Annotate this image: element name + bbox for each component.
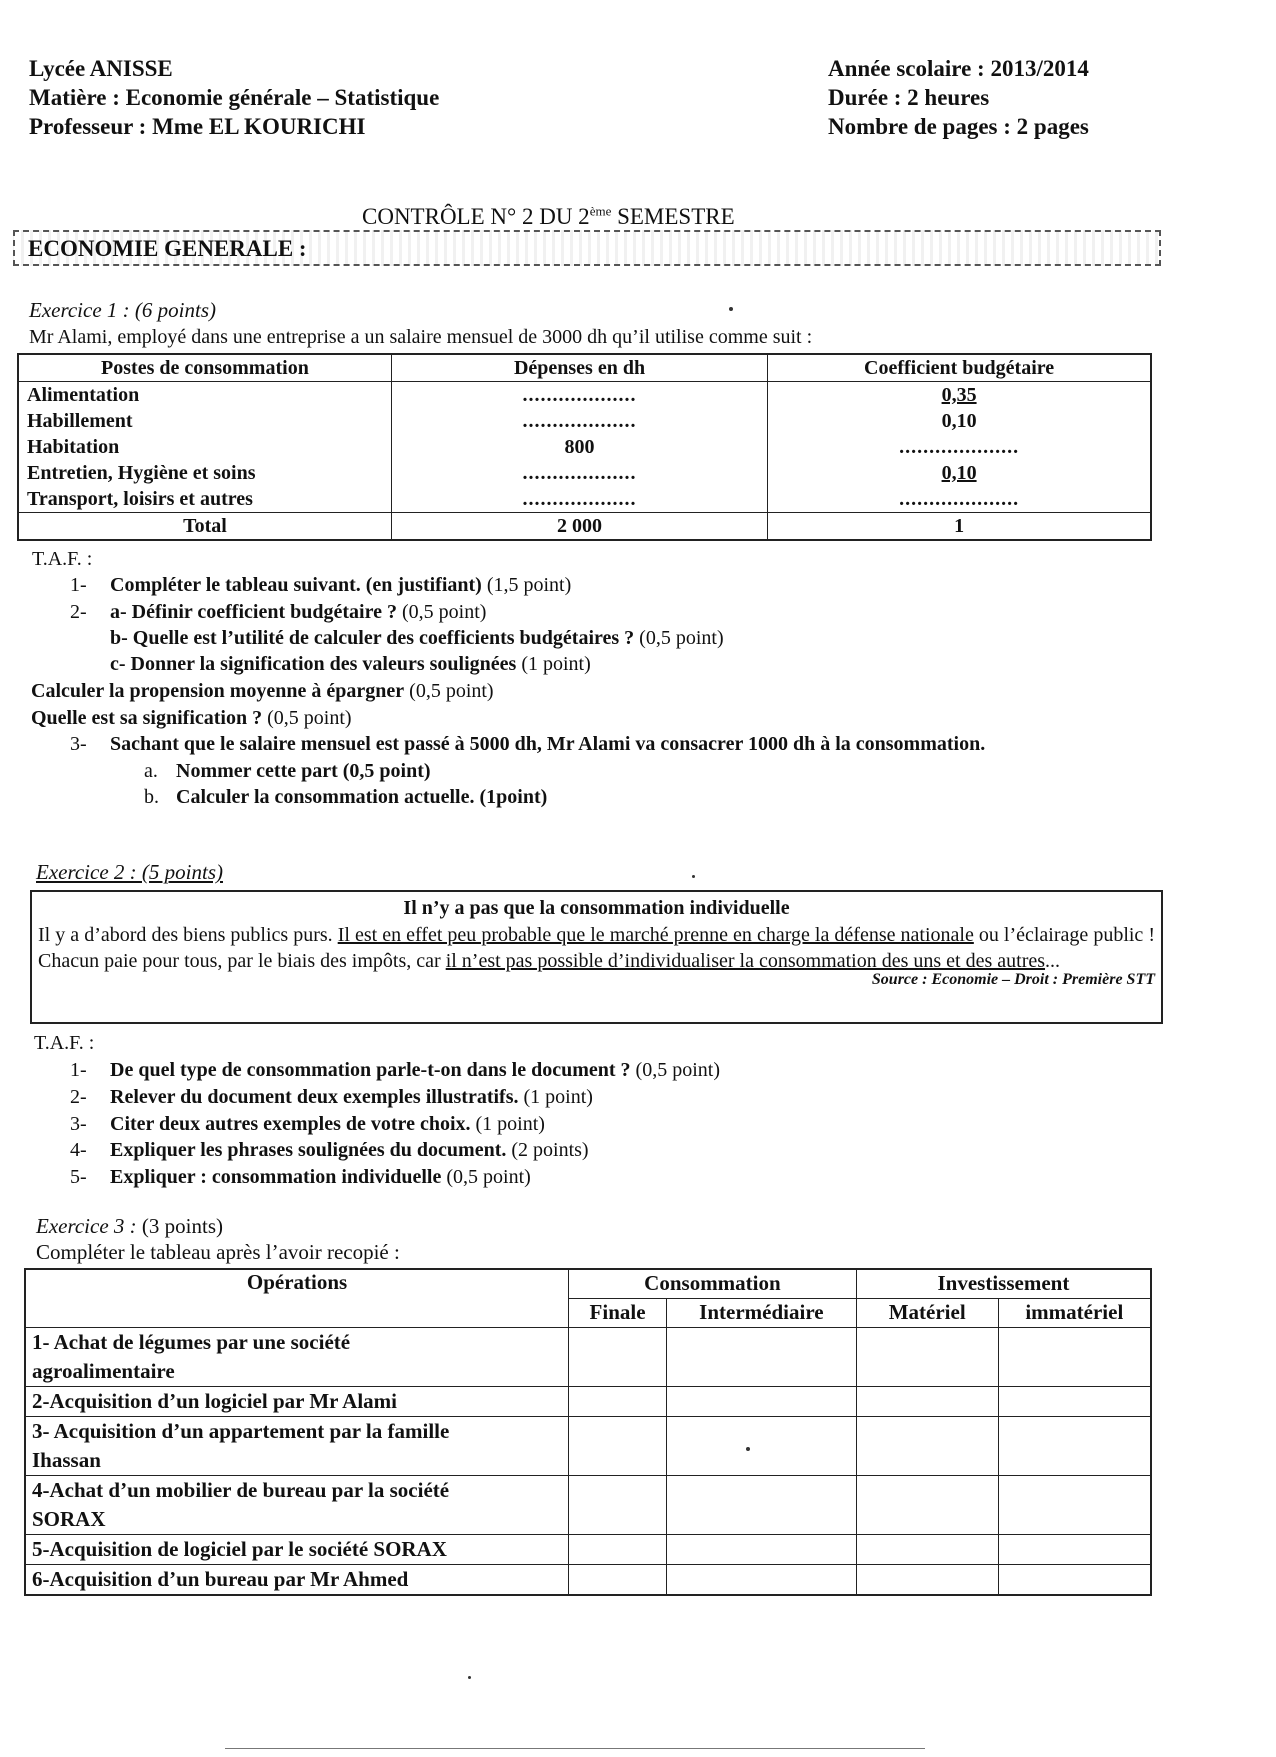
total-coefficient: 1 bbox=[768, 513, 1151, 541]
answer-cell bbox=[569, 1565, 667, 1596]
question-number: 2- bbox=[70, 601, 87, 623]
operations-table bbox=[24, 1268, 1152, 1596]
table-row bbox=[25, 1387, 1151, 1417]
document-text-part: ... bbox=[1045, 950, 1061, 972]
table-row bbox=[25, 1328, 1151, 1387]
answer-cell bbox=[856, 1476, 998, 1535]
scan-dot bbox=[468, 1676, 471, 1679]
answer-cell bbox=[569, 1417, 667, 1476]
operation-label bbox=[25, 1417, 569, 1476]
table-row bbox=[18, 486, 1151, 513]
col-postes: Postes de consommation bbox=[18, 354, 391, 382]
ex2-question-5 bbox=[70, 1165, 531, 1189]
total-depense: 2 000 bbox=[391, 513, 767, 541]
question-points: (0,5 point) bbox=[262, 707, 352, 729]
underlined-value: 0,10 bbox=[941, 462, 977, 484]
question-text: Calculer la propension moyenne à épargner bbox=[31, 680, 405, 702]
ex1-question-3 bbox=[70, 732, 985, 756]
scan-edge-line bbox=[225, 1748, 925, 1749]
row-coefficient bbox=[768, 382, 1151, 409]
row-coefficient bbox=[768, 460, 1151, 486]
col-materiel: Matériel bbox=[856, 1299, 998, 1328]
document-title: Il n’y a pas que la consommation individuelle bbox=[403, 897, 790, 919]
answer-cell bbox=[569, 1387, 667, 1417]
operation-line: 5-Acquisition de logiciel par le société SORAX bbox=[32, 1537, 447, 1561]
total-row bbox=[18, 513, 1151, 541]
scan-dot bbox=[692, 875, 695, 878]
question-number: 3- bbox=[70, 1113, 87, 1135]
table-row bbox=[25, 1565, 1151, 1596]
answer-cell bbox=[569, 1535, 667, 1565]
question-number: b. bbox=[144, 786, 159, 808]
answer-cell bbox=[666, 1535, 856, 1565]
exercise-1-intro: Mr Alami, employé dans une entreprise a un salaire mensuel de 3000 dh qu’il utilise comme suit : bbox=[29, 326, 813, 348]
subject-line: Matière : Economie générale – Statistique bbox=[29, 85, 440, 110]
ex1-question-2d bbox=[31, 679, 494, 703]
exercise-3-points: (3 points) bbox=[136, 1214, 223, 1238]
question-text: a- Définir coefficient budgétaire ? bbox=[110, 601, 397, 623]
question-text: Expliquer : consommation individuelle bbox=[110, 1166, 442, 1188]
question-text: De quel type de consommation parle-t-on dans le document ? bbox=[110, 1059, 631, 1081]
row-coefficient: 0,10 bbox=[768, 408, 1151, 434]
row-label: Habitation bbox=[18, 434, 391, 460]
question-points: (0,5 point) bbox=[404, 680, 494, 702]
underlined-value: 0,35 bbox=[941, 384, 977, 406]
operation-label bbox=[25, 1328, 569, 1387]
underlined-sentence: il n’est pas possible d’individualiser la consommation des uns et des autres bbox=[445, 950, 1046, 972]
answer-cell bbox=[569, 1476, 667, 1535]
question-text: Expliquer les phrases soulignées du document. bbox=[110, 1139, 507, 1161]
exam-title-sup: ème bbox=[589, 203, 612, 219]
question-text: c- Donner la signification des valeurs soulignées bbox=[110, 653, 517, 675]
operations-header-row-1 bbox=[25, 1269, 1151, 1299]
table-row bbox=[18, 408, 1151, 434]
ex2-question-4 bbox=[70, 1138, 589, 1162]
row-depense: ................... bbox=[391, 460, 767, 486]
exercise-1-title-text: Exercice 1 : (6 points) bbox=[29, 298, 216, 322]
exam-title bbox=[362, 203, 735, 231]
col-investissement: Investissement bbox=[856, 1269, 1151, 1299]
scan-dot bbox=[746, 1447, 750, 1451]
answer-cell bbox=[998, 1417, 1151, 1476]
ex1-question-3b bbox=[144, 785, 547, 809]
row-label: Entretien, Hygiène et soins bbox=[18, 460, 391, 486]
row-depense: ................... bbox=[391, 486, 767, 513]
operation-line: 4-Achat d’un mobilier de bureau par la société bbox=[32, 1478, 450, 1502]
teacher-line: Professeur : Mme EL KOURICHI bbox=[29, 114, 366, 139]
operation-label bbox=[25, 1565, 569, 1596]
exercise-2-title bbox=[36, 860, 223, 885]
row-label: Transport, loisirs et autres bbox=[18, 486, 391, 513]
operation-line: 2-Acquisition d’un logiciel par Mr Alami bbox=[32, 1389, 397, 1413]
answer-cell bbox=[998, 1387, 1151, 1417]
row-coefficient: .................... bbox=[768, 486, 1151, 513]
operation-line: 1- Achat de légumes par une société bbox=[32, 1330, 351, 1354]
question-text: Sachant que le salaire mensuel est passé à 5000 dh, Mr Alami va consacrer 1000 dh à la consommation. bbox=[110, 733, 986, 755]
table-row bbox=[25, 1535, 1151, 1565]
answer-cell bbox=[998, 1535, 1151, 1565]
question-number: 1- bbox=[70, 1059, 87, 1081]
header-left bbox=[29, 54, 439, 141]
document-text-part: Il y a d’abord des biens publics purs. bbox=[38, 924, 338, 946]
ex1-question-2a bbox=[70, 600, 486, 624]
answer-cell bbox=[856, 1417, 998, 1476]
answer-cell bbox=[666, 1328, 856, 1387]
document-box bbox=[30, 890, 1163, 1024]
question-number: 3- bbox=[70, 733, 87, 755]
question-text: b- Quelle est l’utilité de calculer des coefficients budgétaires ? bbox=[110, 627, 635, 649]
underlined-sentence: Il est en effet peu probable que le marché prenne en charge la défense nationale bbox=[337, 924, 974, 946]
answer-cell bbox=[666, 1417, 856, 1476]
operation-label bbox=[25, 1476, 569, 1535]
ex2-question-3 bbox=[70, 1112, 545, 1136]
page-count: Nombre de pages : 2 pages bbox=[828, 114, 1089, 139]
question-points: (1 point) bbox=[470, 1113, 545, 1135]
ex2-question-1 bbox=[70, 1058, 720, 1082]
table-row bbox=[18, 382, 1151, 409]
question-number: 5- bbox=[70, 1166, 87, 1188]
col-intermediaire: Intermédiaire bbox=[666, 1299, 856, 1328]
row-label: Alimentation bbox=[18, 382, 391, 409]
col-consommation: Consommation bbox=[569, 1269, 857, 1299]
ex1-question-2e bbox=[31, 706, 352, 730]
exercise-3-title bbox=[36, 1214, 223, 1239]
ex1-question-2b bbox=[110, 626, 724, 650]
question-points: (0,5 point) bbox=[441, 1166, 531, 1188]
exercise-3-intro: Compléter le tableau après l’avoir recopié : bbox=[36, 1240, 400, 1264]
col-finale: Finale bbox=[569, 1299, 667, 1328]
question-points: (0,5 point) bbox=[630, 1059, 720, 1081]
ex2-question-2 bbox=[70, 1085, 593, 1109]
table-row bbox=[25, 1417, 1151, 1476]
question-text: Compléter le tableau suivant. (en justifiant) bbox=[110, 574, 482, 596]
row-label: Habillement bbox=[18, 408, 391, 434]
operation-line: Ihassan bbox=[32, 1448, 101, 1472]
school-name: Lycée ANISSE bbox=[29, 56, 173, 81]
school-year: Année scolaire : 2013/2014 bbox=[828, 56, 1089, 81]
table-row bbox=[25, 1476, 1151, 1535]
answer-cell bbox=[998, 1328, 1151, 1387]
answer-cell bbox=[856, 1535, 998, 1565]
question-number: a. bbox=[144, 760, 158, 782]
scan-dot bbox=[729, 307, 733, 311]
document-source: Source : Economie – Droit : Première STT bbox=[871, 971, 1155, 988]
ex1-question-2c bbox=[110, 652, 591, 676]
operation-line: agroalimentaire bbox=[32, 1359, 175, 1383]
answer-cell bbox=[998, 1565, 1151, 1596]
question-number: 2- bbox=[70, 1086, 87, 1108]
col-coefficient: Coefficient budgétaire bbox=[768, 354, 1151, 382]
document-text bbox=[38, 922, 1155, 974]
question-points: (0,5 point) bbox=[396, 601, 487, 623]
row-depense: ................... bbox=[391, 382, 767, 409]
question-points: (1,5 point) bbox=[481, 574, 572, 596]
answer-cell bbox=[666, 1476, 856, 1535]
operation-line: SORAX bbox=[32, 1507, 106, 1531]
operation-line: 3- Acquisition d’un appartement par la famille bbox=[32, 1419, 450, 1443]
operation-label bbox=[25, 1387, 569, 1417]
question-points: (2 points) bbox=[506, 1139, 589, 1161]
total-label: Total bbox=[18, 513, 391, 541]
answer-cell bbox=[998, 1476, 1151, 1535]
question-number: 1- bbox=[70, 574, 87, 596]
col-depenses: Dépenses en dh bbox=[391, 354, 767, 382]
operation-label bbox=[25, 1535, 569, 1565]
answer-cell bbox=[666, 1387, 856, 1417]
question-points: (1 point) bbox=[516, 653, 591, 675]
question-text: Citer deux autres exemples de votre choix. bbox=[110, 1113, 471, 1135]
exam-title-tail: SEMESTRE bbox=[611, 204, 735, 229]
question-points: (1 point) bbox=[518, 1086, 593, 1108]
exercise-2-title-text: Exercice 2 : (5 points) bbox=[36, 860, 223, 884]
table-row bbox=[18, 460, 1151, 486]
answer-cell bbox=[856, 1328, 998, 1387]
taf-label-1: T.A.F. : bbox=[32, 548, 93, 570]
ex1-question-1 bbox=[70, 573, 571, 597]
exercise-3-title-text: Exercice 3 : bbox=[36, 1214, 137, 1238]
col-immateriel: immatériel bbox=[998, 1299, 1151, 1328]
row-depense: 800 bbox=[391, 434, 767, 460]
answer-cell bbox=[666, 1565, 856, 1596]
exam-title-main: CONTRÔLE N° 2 DU 2 bbox=[362, 204, 590, 229]
row-coefficient: .................... bbox=[768, 434, 1151, 460]
question-number: 4- bbox=[70, 1139, 87, 1161]
document-text-part: ou l’éclairage public ! Chacun paie pour tous, par le biais des impôts, car bbox=[38, 924, 1156, 972]
budget-table bbox=[17, 353, 1152, 541]
answer-cell bbox=[569, 1328, 667, 1387]
operation-line: 6-Acquisition d’un bureau par Mr Ahmed bbox=[32, 1567, 409, 1591]
question-text: Calculer la consommation actuelle. (1point) bbox=[176, 786, 548, 808]
question-text: Quelle est sa signification ? bbox=[31, 707, 263, 729]
question-points: (0,5 point) bbox=[634, 627, 724, 649]
exam-duration: Durée : 2 heures bbox=[828, 85, 990, 110]
exercise-1-title bbox=[29, 298, 216, 323]
answer-cell bbox=[856, 1387, 998, 1417]
question-text: Nommer cette part (0,5 point) bbox=[176, 760, 431, 782]
ex1-question-3a bbox=[144, 759, 431, 783]
question-text: Relever du document deux exemples illustratifs. bbox=[110, 1086, 519, 1108]
budget-table-header bbox=[18, 354, 1151, 382]
header-right bbox=[828, 54, 1089, 141]
row-depense: ................... bbox=[391, 408, 767, 434]
col-operations: Opérations bbox=[25, 1269, 569, 1328]
answer-cell bbox=[856, 1565, 998, 1596]
section-label: ECONOMIE GENERALE : bbox=[28, 236, 307, 261]
taf-label-2: T.A.F. : bbox=[34, 1032, 95, 1054]
table-row bbox=[18, 434, 1151, 460]
